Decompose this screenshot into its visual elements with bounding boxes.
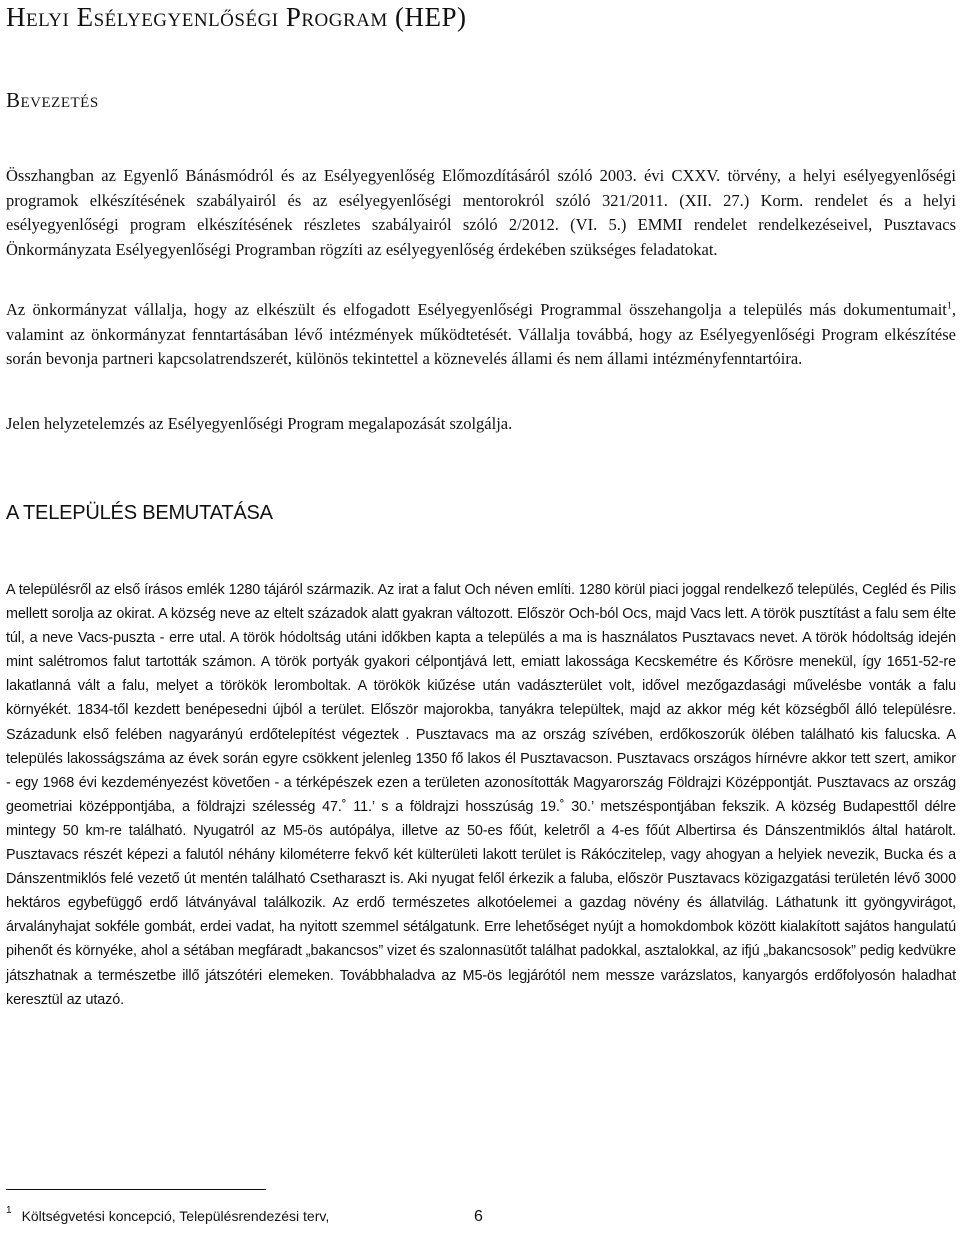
intro-paragraph-3: Jelen helyzetelemzés az Esélyegyenlőségi Program megalapozását szolgálja.	[6, 414, 513, 433]
footnote-divider	[6, 1189, 266, 1190]
footnote-text: Költségvetési koncepció, Településrendezési terv,	[21, 1208, 330, 1224]
intro-paragraph-2-text-a: Az önkormányzat vállalja, hogy az elkészült és elfogadott Esélyegyenlőségi Programmal összehangolja a település más dokumentumait	[6, 300, 947, 319]
footnote	[6, 1205, 330, 1224]
settlement-paragraph: A településről az első írásos emlék 1280 tájáról származik. Az irat a falut Och néven említi. 1280 körül piaci joggal rendelkező település, Cegléd és Pilis mellett sorolja az okirat. A község neve az eltelt századok alatt gyakran változott. Először Och-ból Ocs, majd Vacs lett. A török pusztítást a falu sem élte túl, a neve Vacs-puszta - erre utal. A török hódoltság utáni időkben kapta a település a ma is használatos Pusztavacs nevet. A török hódoltság idején mint salétromos falut tartották számon. A török portyák gyakori célpontjává lett, emiatt lakossága Kecskemétre és Kőrösre menekül, így 1651-52-re lakatlanná vált a falu, melyet a törökök leromboltak. A törökök kiűzése után vadászterület volt, idővel mezőgazdasági művelésbe vonták a falu környékét. 1834-től kezdett benépesedni újból a terület. Először majorokba, tanyákra települtek, majd az akkor még két községből álló településre. Századunk első felében nagyarányú erdőtelepítést végeztek . Pusztavacs ma az ország szívében, erdőkoszorúk ölében található kis falucska. A település lakosságszáma az évek során egyre csökkent jelenleg 1350 fő lakos él Pusztavacson. Pusztavacs országos hírnévre akkor tett szert, amikor - egy 1968 évi kezdeményezést követően - a térképészek ezen a területen azonosították Magyarország Földrajzi Középpontját. Pusztavacs az ország geometriai középpontjába, a földrajzi szélesség 47.˚ 11.’ s a földrajzi hosszúság 19.˚ 30.’ metszéspontjában fekszik. A község Budapesttől délre mintegy 50 km-re található. Nyugatról az M5-ös autópálya, illetve az 50-es főút, keletről a 4-es főút Albertirsa és Dánszentmiklós által határolt. Pusztavacs részét képezi a falutól néhány kilométerre fekvő két külterületi lakott terület is Rákócziteleр, vagy ahogyan a helyiek nevezik, Bucka és a Dánszentmiklós felé vezető út mentén található Csetharaszt is. Aki nyugat felől érkezik a faluba, először Pusztavacs közigazgatási területén lévő 3000 hektáros egybefüggő erdő látványával találkozik. Az erdő természetes alkotóelemei a gazdag növény és állatvilág. Láthatunk itt gyöngyvirágot, árvalányhajat sokféle gombát, erdei vadat, ha nyitott szemmel sétálgatunk. Erre lehetőséget nyújt a homokdombok között kialakított sajátos hangulatú pihenőt és környéke, ahol a sétában megfáradt „bakancsos” vizet és szalonnasütőt találhat padokkal, asztalokkal, az ifjú „bakancsosok” pedig kedvükre játszhatnak a természetbe illő játszótéri elemeken. Továbbhaladva az M5-ös legjárótól nem messze varázslatos, kanyargós erdőfolyosón haladhat keresztül az utazó.	[6, 582, 956, 1008]
page-number: 6	[474, 1208, 483, 1225]
introduction-heading: Bevezetés	[6, 88, 99, 112]
document-page	[6, 0, 956, 1254]
footnote-reference: 1	[946, 300, 952, 312]
settlement-heading: A TELEPÜLÉS BEMUTATÁSA	[6, 502, 273, 524]
footnote-mark: 1	[6, 1205, 12, 1216]
intro-paragraph-2-text-b: , valamint az önkormányzat fenntartásában lévő intézmények működtetését. Vállalja továbbá, hogy az Esélyegyenlőségi Program elkészítése során bevonja partneri kapcsolatrendszerét, különös tekintettel a köznevelés állami és nem állami intézményfenntartóira.	[6, 300, 956, 368]
document-title: Helyi Esélyegyenlőségi Program (HEP)	[6, 2, 467, 32]
intro-paragraph-1: Összhangban az Egyenlő Bánásmódról és az Esélyegyenlőség Előmozdításáról szóló 2003. évi CXXV. törvény, a helyi esélyegyenlőségi programok elkészítésének szabályairól és az esélyegyenlőségi mentorokról szóló 321/2011. (XII. 27.) Korm. rendelet és a helyi esélyegyenlőségi program elkészítésének részletes szabályairól szóló 2/2012. (VI. 5.) EMMI rendelet rendelkezéseivel, Pusztavacs Önkormányzata Esélyegyenlőségi Programban rögzíti az esélyegyenlőség érdekében szükséges feladatokat.	[6, 166, 956, 259]
intro-paragraph-2	[6, 298, 956, 372]
